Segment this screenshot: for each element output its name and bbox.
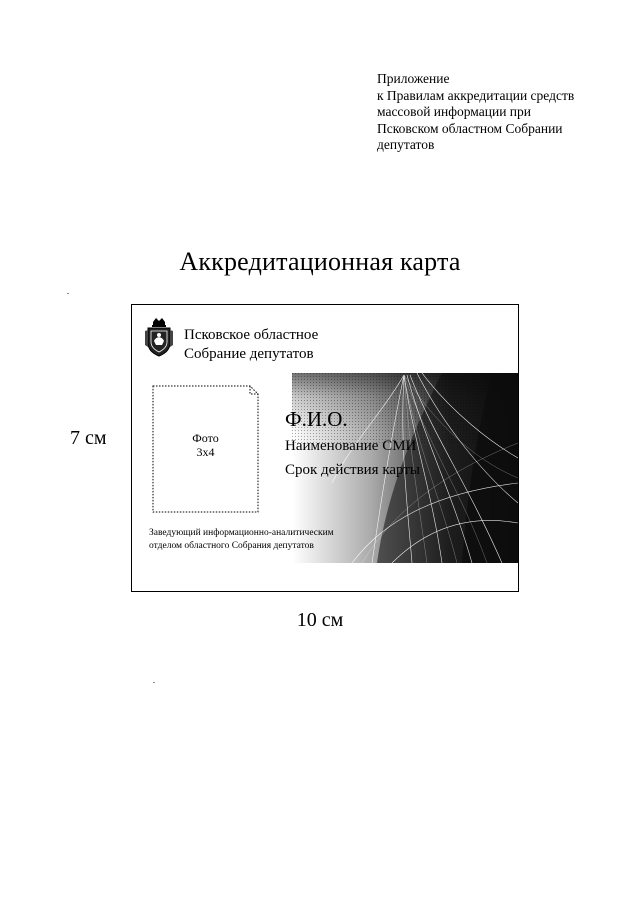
footer-line: Заведующий информационно-аналитическим	[149, 528, 334, 538]
fio-field: Ф.И.О.	[285, 407, 348, 431]
footer-line: отделом областного Собрания депутатов	[149, 541, 314, 551]
scan-speck	[67, 293, 69, 294]
photo-label-line: Фото	[192, 431, 219, 445]
appendix-note	[377, 71, 627, 154]
appendix-line: Приложение	[377, 71, 450, 86]
appendix-line: массовой информации при	[377, 104, 531, 119]
organization-name	[184, 326, 318, 364]
width-dimension-label: 10 см	[296, 609, 344, 631]
accreditation-card	[131, 304, 519, 592]
document-title: Аккредитационная карта	[179, 247, 461, 276]
card-footer-signatory	[149, 527, 334, 553]
coat-of-arms-icon	[144, 317, 174, 357]
appendix-line: депутатов	[377, 137, 435, 152]
appendix-line: к Правилам аккредитации средств	[377, 87, 575, 103]
scan-speck	[153, 682, 155, 683]
media-name-field: Наименование СМИ	[285, 438, 417, 454]
photo-label-line: 3х4	[196, 445, 215, 459]
validity-field: Срок действия карты	[285, 462, 420, 478]
photo-label	[152, 431, 259, 459]
height-dimension-label: 7 см	[70, 427, 107, 449]
org-line: Собрание депутатов	[184, 346, 314, 362]
org-line: Псковское областное	[184, 327, 319, 343]
appendix-line: Псковском областном Собрании	[377, 120, 563, 136]
